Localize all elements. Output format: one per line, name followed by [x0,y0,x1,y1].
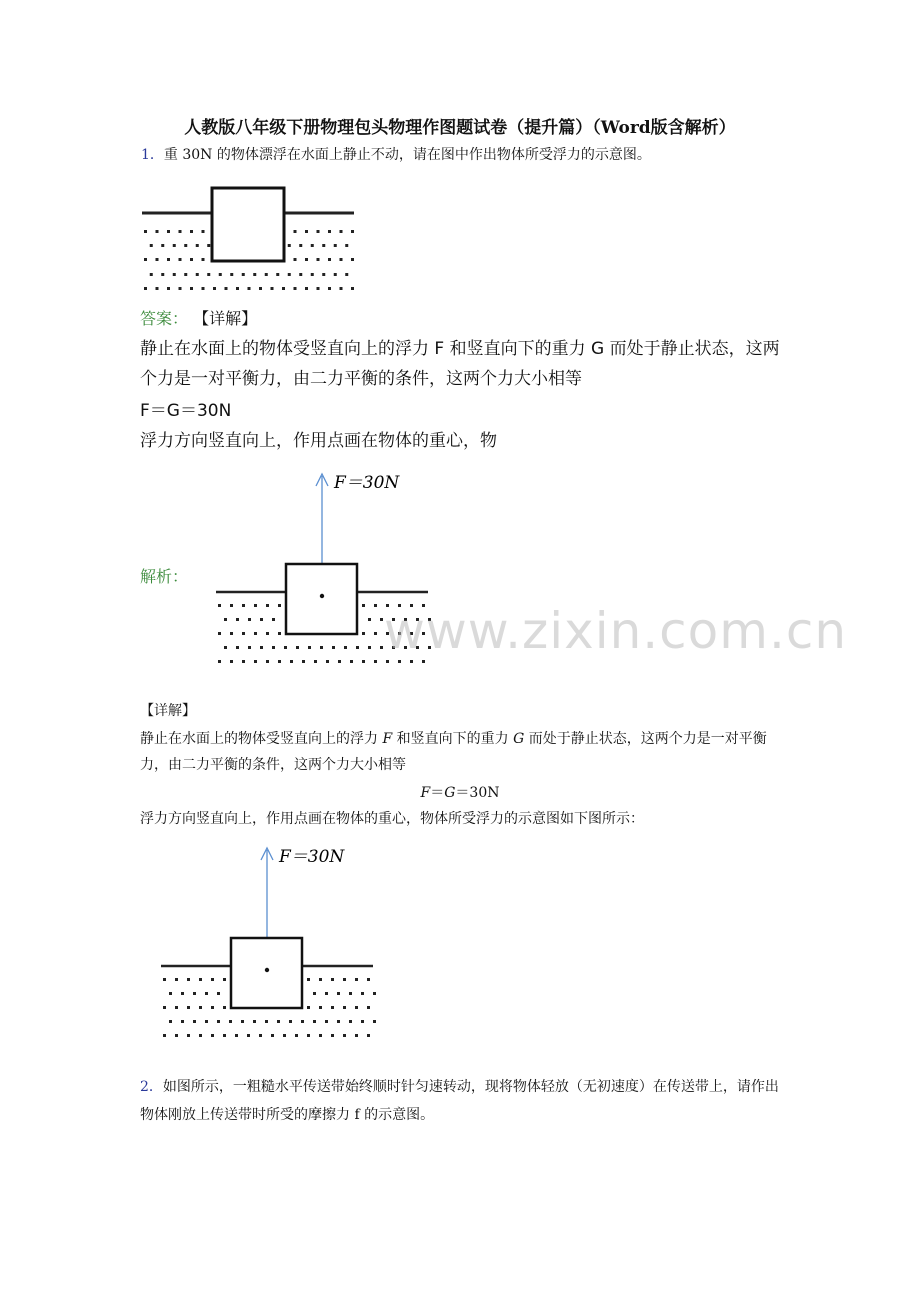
water-dot [144,258,147,261]
water-dot [368,646,371,649]
water-dot [173,273,176,276]
water-dot [190,287,193,290]
water-dot [340,230,343,233]
water-dot [272,646,275,649]
water-dot [179,230,182,233]
water-dot [167,230,170,233]
water-dot [271,1034,274,1037]
water-dot [218,604,221,607]
water-dot [217,1020,220,1023]
water-dot [338,660,341,663]
water-dot [350,660,353,663]
water-dot [294,287,297,290]
answer-equation: F＝G＝30N [140,401,232,421]
water-dot [343,1034,346,1037]
water-dot [184,244,187,247]
water-dot [202,258,205,261]
water-dot [317,230,320,233]
watermark: www.zixin.com.cn [384,602,848,660]
analysis-label: 解析： [140,567,189,586]
question-2-text: 如图所示，一粗糙水平传送带始终顺时针匀速转动，现将物体轻放（无初速度）在传送带上，请作出物体刚放上传送带时所受的摩擦力 f 的示意图。 [140,1079,779,1123]
detail-figure [155,840,385,1046]
water-dot [277,1020,280,1023]
water-dot [253,1020,256,1023]
water-dot [266,660,269,663]
water-dot [351,287,354,290]
water-dot [345,244,348,247]
water-dot [271,287,274,290]
question-2-number: 2． [140,1079,163,1095]
water-dot [311,273,314,276]
water-dot [242,273,245,276]
water-dot [266,632,269,635]
water-dot [349,1020,352,1023]
water-dot [187,1006,190,1009]
water-dot [294,258,297,261]
water-dot [343,1006,346,1009]
detail-paragraph-2: 浮力方向竖直向上，作用点画在物体的重心，物体所受浮力的示意图如下图所示： [140,811,644,827]
water-dot [167,287,170,290]
water-dot [199,1006,202,1009]
water-dot [367,1034,370,1037]
water-dot [361,992,364,995]
water-dot [307,978,310,981]
water-dot [199,1034,202,1037]
water-dot [276,273,279,276]
water-dot [328,230,331,233]
water-dot [349,992,352,995]
water-dot [196,273,199,276]
water-dot [334,244,337,247]
water-dot [242,604,245,607]
water-dot [288,273,291,276]
answer-paragraph-1: 静止在水面上的物体受竖直向上的浮力 F 和竖直向下的重力 G 而处于静止状态，这两个力是一对平衡力，由二力平衡的条件，这两个力大小相等 [140,339,780,389]
answer-label-row [140,306,257,329]
water-dot [207,273,210,276]
water-dot [175,1006,178,1009]
water-dot [173,244,176,247]
floating-block [212,188,284,261]
water-dot [207,244,210,247]
water-dot [193,1020,196,1023]
force-label: F＝30N [334,473,400,493]
floating-block [231,938,302,1008]
water-dot [260,646,263,649]
water-dot [187,978,190,981]
water-dot [181,992,184,995]
water-dot [223,1034,226,1037]
water-dot [355,1006,358,1009]
water-dot [175,1034,178,1037]
water-dot [332,646,335,649]
water-dot [331,978,334,981]
water-dot [317,258,320,261]
water-dot [202,287,205,290]
water-dot [307,1006,310,1009]
water-dot [230,660,233,663]
water-dot [278,604,281,607]
water-dot [163,1034,166,1037]
water-dot [163,1006,166,1009]
detail-equation: F＝G＝30N [420,785,500,801]
water-dot [181,1020,184,1023]
water-dot [351,258,354,261]
water-dot [374,660,377,663]
water-dot [319,1034,322,1037]
water-dot [367,1006,370,1009]
water-dot [305,230,308,233]
water-dot [161,273,164,276]
water-dot [355,1034,358,1037]
water-dot [247,1034,250,1037]
water-dot [211,1006,214,1009]
water-dot [308,646,311,649]
water-dot [163,978,166,981]
water-dot [322,244,325,247]
water-dot [211,1034,214,1037]
water-dot [266,604,269,607]
water-dot [296,646,299,649]
water-dot [299,244,302,247]
water-dot [248,646,251,649]
water-dot [241,1020,244,1023]
water-dot [305,287,308,290]
water-dot [307,1034,310,1037]
water-dot [343,978,346,981]
water-dot [356,646,359,649]
water-dot [236,287,239,290]
water-dot [334,273,337,276]
water-dot [265,1020,268,1023]
water-dot [253,273,256,276]
water-dot [299,273,302,276]
water-dot [230,604,233,607]
water-dot [351,230,354,233]
answer-label: 答案： [140,309,189,328]
water-dot [169,992,172,995]
water-dot [331,1034,334,1037]
water-dot [337,1020,340,1023]
water-dot [305,258,308,261]
water-dot [156,258,159,261]
question-1-figure [140,184,360,296]
water-dot [156,230,159,233]
water-dot [144,230,147,233]
water-dot [386,660,389,663]
water-dot [161,244,164,247]
water-dot [374,632,377,635]
water-dot [328,258,331,261]
water-dot [202,230,205,233]
water-dot [410,660,413,663]
water-dot [322,273,325,276]
water-dot [320,646,323,649]
water-dot [314,660,317,663]
water-dot [325,992,328,995]
water-dot [260,618,263,621]
water-dot [219,273,222,276]
force-label: F＝30N [279,847,345,867]
answer-paragraph-2: 浮力方向竖直向上，作用点画在物体的重心，物 [140,431,497,451]
water-dot [218,660,221,663]
water-dot [225,287,228,290]
water-dot [230,632,233,635]
water-dot [301,1020,304,1023]
water-dot [196,244,199,247]
water-dot [236,646,239,649]
water-dot [150,273,153,276]
water-dot [224,618,227,621]
water-dot [230,273,233,276]
water-dot [362,660,365,663]
water-dot [362,604,365,607]
water-dot [190,230,193,233]
water-dot [187,1034,190,1037]
water-dot [374,604,377,607]
water-dot [282,287,285,290]
water-dot [190,258,193,261]
water-dot [254,632,257,635]
water-dot [144,287,147,290]
water-dot [368,618,371,621]
water-dot [259,287,262,290]
water-dot [317,287,320,290]
water-dot [328,287,331,290]
question-1 [141,144,651,164]
center-of-gravity-dot [320,594,324,598]
water-dot [331,1006,334,1009]
answer-detail-bracket: 【详解】 [193,309,258,328]
water-dot [199,978,202,981]
water-dot [254,604,257,607]
water-dot [380,646,383,649]
water-dot [367,978,370,981]
water-dot [218,632,221,635]
water-dot [167,258,170,261]
water-dot [361,1020,364,1023]
water-dot [248,618,251,621]
water-dot [193,992,196,995]
water-dot [373,1020,376,1023]
water-dot [223,1006,226,1009]
question-2 [140,1073,790,1129]
water-dot [179,287,182,290]
water-dot [229,1020,232,1023]
question-1-text: 重 30N 的物体漂浮在水面上静止不动，请在图中作出物体所受浮力的示意图。 [163,147,651,163]
water-dot [319,978,322,981]
document-title: 人教版八年级下册物理包头物理作图题试卷（提升篇）（Word版含解析） [184,118,736,138]
water-dot [169,1020,172,1023]
detail-paragraph-1: 静止在水面上的物体受竖直向上的浮力 F 和竖直向下的重力 G 而处于静止状态，这两个力是一对平衡力，由二力平衡的条件，这两个力大小相等 [140,731,767,773]
water-dot [179,258,182,261]
water-dot [150,244,153,247]
water-dot [345,273,348,276]
water-dot [344,646,347,649]
water-dot [242,632,245,635]
question-1-number: 1． [141,147,164,163]
water-dot [213,287,216,290]
water-dot [373,992,376,995]
water-dot [288,244,291,247]
water-dot [272,618,275,621]
water-dot [224,646,227,649]
water-dot [175,978,178,981]
water-dot [319,1006,322,1009]
water-dot [223,978,226,981]
water-dot [337,992,340,995]
water-dot [248,287,251,290]
center-of-gravity-dot [265,968,269,972]
water-dot [422,660,425,663]
water-dot [313,1020,316,1023]
water-dot [340,258,343,261]
water-dot [278,660,281,663]
water-dot [259,1034,262,1037]
water-dot [184,273,187,276]
water-dot [217,992,220,995]
water-dot [156,287,159,290]
water-dot [254,660,257,663]
detail-heading: 【详解】 [140,703,196,719]
floating-block [286,564,357,634]
water-dot [355,978,358,981]
water-dot [284,646,287,649]
water-dot [283,1034,286,1037]
water-dot [205,1020,208,1023]
water-dot [242,660,245,663]
water-dot [205,992,208,995]
water-dot [278,632,281,635]
water-dot [340,287,343,290]
water-dot [325,1020,328,1023]
water-dot [302,660,305,663]
water-dot [235,1034,238,1037]
water-dot [265,273,268,276]
water-dot [295,1034,298,1037]
water-dot [236,618,239,621]
water-dot [211,978,214,981]
water-dot [289,1020,292,1023]
water-dot [380,618,383,621]
water-dot [362,632,365,635]
water-dot [398,660,401,663]
water-dot [311,244,314,247]
water-dot [294,230,297,233]
water-dot [326,660,329,663]
water-dot [313,992,316,995]
water-dot [290,660,293,663]
